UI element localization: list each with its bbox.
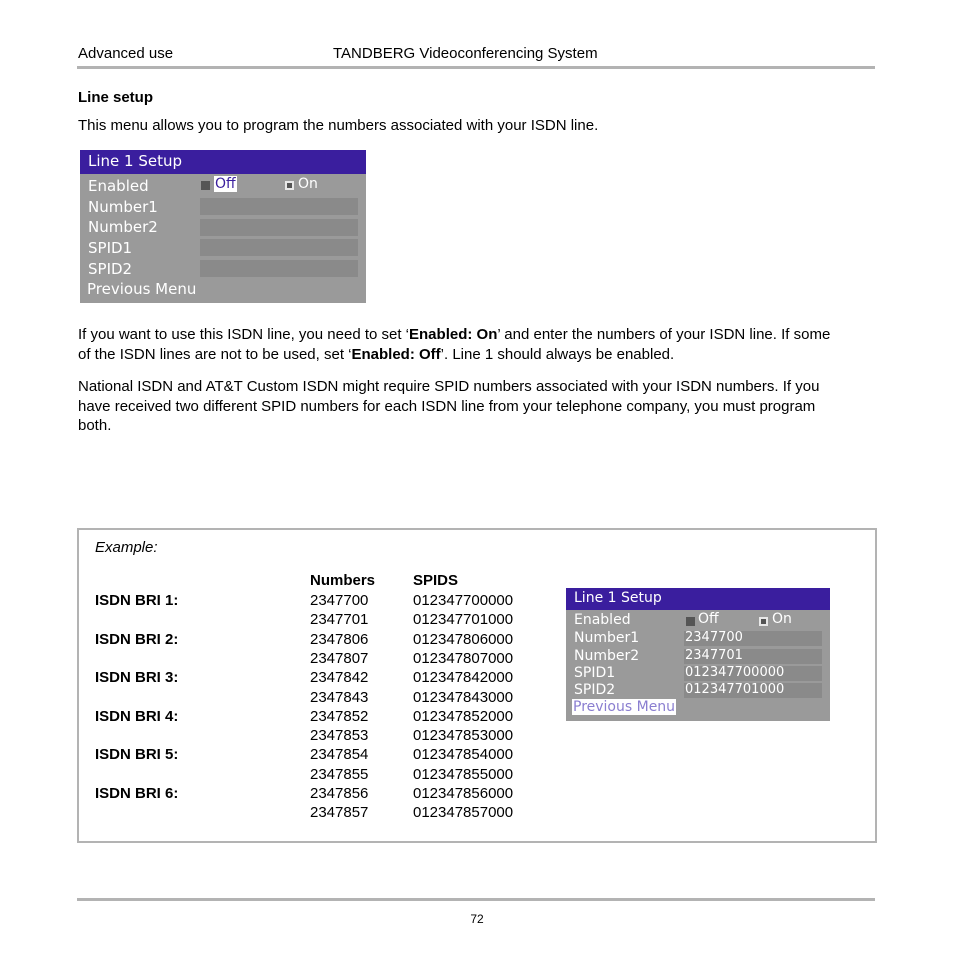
- bri-label: ISDN BRI 4:: [95, 707, 179, 725]
- enable-instructions: [78, 325, 878, 364]
- spid-number: 012347701000: [413, 611, 514, 629]
- isdn-number: 2347806: [310, 630, 369, 648]
- spid-number: 012347852000: [413, 707, 514, 725]
- isdn-number: 2347807: [310, 649, 369, 667]
- spid2-field[interactable]: [200, 260, 358, 277]
- spid1-value: 012347700000: [685, 665, 785, 680]
- off-radio-icon[interactable]: [686, 617, 695, 626]
- spid-number: 012347842000: [413, 669, 514, 687]
- isdn-number: 2347700: [310, 592, 369, 609]
- p1-setting-off: Enabled: Off: [351, 345, 441, 363]
- spid1-field[interactable]: [200, 239, 358, 256]
- menu-item-number2[interactable]: Number2: [88, 218, 158, 236]
- spid-number: 012347853000: [413, 727, 514, 745]
- header-document-title: TANDBERG Videoconferencing System: [333, 45, 598, 62]
- menu-title-bar: [566, 588, 830, 610]
- line-setup-menu-example: [566, 588, 830, 721]
- footer-divider: [77, 898, 875, 901]
- on-option-label[interactable]: On: [772, 611, 792, 627]
- header-divider: [77, 66, 875, 69]
- number1-value: 2347700: [685, 630, 743, 645]
- menu-item-number1[interactable]: Number1: [574, 630, 640, 646]
- p1-text-f: ’. Line 1 should always be enabled.: [440, 345, 675, 363]
- p2-line-2: have received two different SPID numbers for each ISDN line from your telephone company, you must program: [78, 397, 816, 415]
- p2-line-1: National ISDN and AT&T Custom ISDN might require SPID numbers associated with your ISDN numbers. If you: [78, 378, 820, 395]
- spid-number: 012347843000: [413, 688, 514, 706]
- isdn-number: 2347857: [310, 804, 369, 822]
- bri-label: ISDN BRI 5:: [95, 746, 179, 764]
- number2-field[interactable]: [200, 219, 358, 236]
- isdn-number: 2347701: [310, 611, 369, 629]
- isdn-number: 2347842: [310, 669, 369, 687]
- p1-text-c: ’ and enter the numbers of your ISDN line. If some: [497, 326, 831, 343]
- number1-field[interactable]: [684, 631, 822, 646]
- number2-value: 2347701: [685, 648, 743, 663]
- spid2-field[interactable]: [684, 683, 822, 698]
- number1-field[interactable]: [200, 198, 358, 215]
- spids-column-header: SPIDS: [413, 572, 459, 589]
- menu-title: Line 1 Setup: [88, 152, 182, 170]
- menu-item-number1[interactable]: Number1: [88, 198, 158, 216]
- p1-text-d: of the ISDN lines are not to be used, set ‘: [78, 345, 352, 363]
- menu-title-bar: [80, 150, 366, 174]
- bri-label: ISDN BRI 6:: [95, 785, 179, 802]
- bri-label: ISDN BRI 2:: [95, 630, 179, 648]
- spid-number: 012347700000: [413, 592, 514, 609]
- menu-item-previous-menu[interactable]: Previous Menu: [87, 280, 197, 298]
- section-intro: This menu allows you to program the numbers associated with your ISDN line.: [78, 117, 599, 134]
- on-option-label[interactable]: On: [298, 176, 318, 192]
- p2-line-3: both.: [78, 417, 112, 434]
- menu-item-spid2[interactable]: SPID2: [574, 682, 616, 698]
- isdn-number: 2347843: [310, 688, 369, 706]
- off-option-label[interactable]: Off: [215, 176, 236, 192]
- isdn-number: 2347853: [310, 727, 369, 745]
- menu-item-spid1[interactable]: SPID1: [574, 665, 616, 681]
- on-radio-icon[interactable]: [759, 617, 768, 626]
- isdn-number: 2347854: [310, 746, 369, 764]
- isdn-number: 2347856: [310, 785, 369, 802]
- spid-number: 012347855000: [413, 765, 514, 783]
- section-title: Line setup: [78, 89, 154, 106]
- bri-label: ISDN BRI 1:: [95, 592, 179, 609]
- menu-item-spid1[interactable]: SPID1: [88, 239, 133, 257]
- menu-item-enabled[interactable]: Enabled: [88, 177, 149, 195]
- example-box: [77, 528, 877, 843]
- isdn-number: 2347852: [310, 707, 369, 725]
- spid-number: 012347807000: [413, 649, 514, 667]
- menu-item-spid2[interactable]: SPID2: [88, 260, 133, 278]
- menu-item-previous-menu[interactable]: Previous Menu: [573, 699, 676, 715]
- menu-item-enabled[interactable]: Enabled: [574, 612, 631, 628]
- spid-number: 012347857000: [413, 804, 514, 822]
- header-section-label: Advanced use: [78, 45, 174, 62]
- example-label: Example:: [95, 539, 158, 556]
- spid1-field[interactable]: [684, 666, 822, 681]
- isdn-number: 2347855: [310, 765, 369, 783]
- spid-number: 012347806000: [413, 630, 514, 648]
- spid-instructions: [78, 377, 878, 436]
- p1-text-a: If you want to use this ISDN line, you need to set ‘: [78, 326, 410, 343]
- spid-number: 012347856000: [413, 785, 514, 802]
- bri-label: ISDN BRI 3:: [95, 669, 179, 687]
- off-option-label[interactable]: Off: [698, 611, 719, 627]
- example-table: [79, 591, 539, 831]
- on-radio-icon[interactable]: [285, 181, 294, 190]
- menu-item-number2[interactable]: Number2: [574, 648, 640, 664]
- p1-setting-on: Enabled: On: [409, 326, 498, 343]
- spid-number: 012347854000: [413, 746, 514, 764]
- line-setup-menu: [80, 150, 366, 303]
- spid2-value: 012347701000: [685, 682, 785, 697]
- number2-field[interactable]: [684, 649, 822, 664]
- menu-title: Line 1 Setup: [574, 590, 662, 606]
- page-number: 72: [470, 912, 484, 926]
- off-radio-icon[interactable]: [201, 181, 210, 190]
- numbers-column-header: Numbers: [310, 572, 376, 589]
